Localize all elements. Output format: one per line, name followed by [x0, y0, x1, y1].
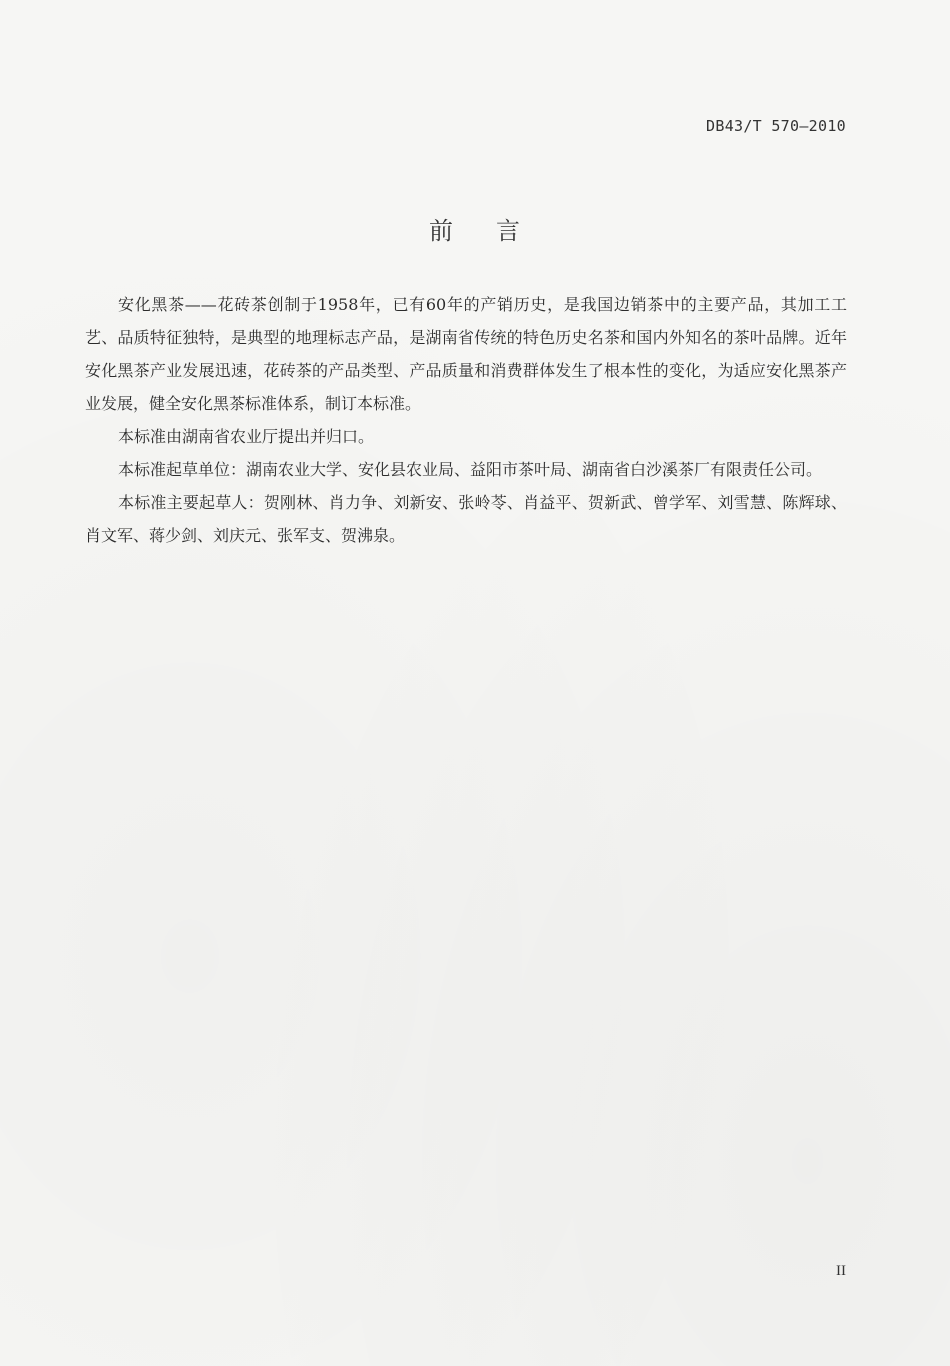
foreword-paragraph: 安化黑茶——花砖茶创制于1958年，已有60年的产销历史，是我国边销茶中的主要产品，其加工工艺、品质特征独特，是典型的地理标志产品，是湖南省传统的特色历史名茶和国内外知名的茶叶品牌。近年安化黑茶产业发展迅速，花砖茶的产品类型、产品质量和消费群体发生了根本性的变化，为适应安化黑茶产业发展，健全安化黑茶标准体系，制订本标准。 [85, 295, 847, 413]
document-code: DB43/T 570—2010 [706, 117, 846, 135]
section-title [0, 211, 950, 246]
foreword-paragraph: 本标准由湖南省农业厅提出并归口。 [118, 427, 375, 446]
foreword-body [85, 288, 847, 552]
foreword-paragraph: 本标准主要起草人：贺刚林、肖力争、刘新安、张岭苓、肖益平、贺新武、曾学军、刘雪慧、陈辉球、肖文军、蒋少剑、刘庆元、张军支、贺沸泉。 [85, 493, 847, 545]
page-number: II [836, 1263, 846, 1279]
foreword-paragraph: 本标准起草单位：湖南农业大学、安化县农业局、益阳市茶叶局、湖南省白沙溪茶厂有限责任公司。 [118, 460, 823, 479]
section-title-char: 前 [429, 217, 454, 245]
section-title-char: 言 [496, 217, 521, 245]
